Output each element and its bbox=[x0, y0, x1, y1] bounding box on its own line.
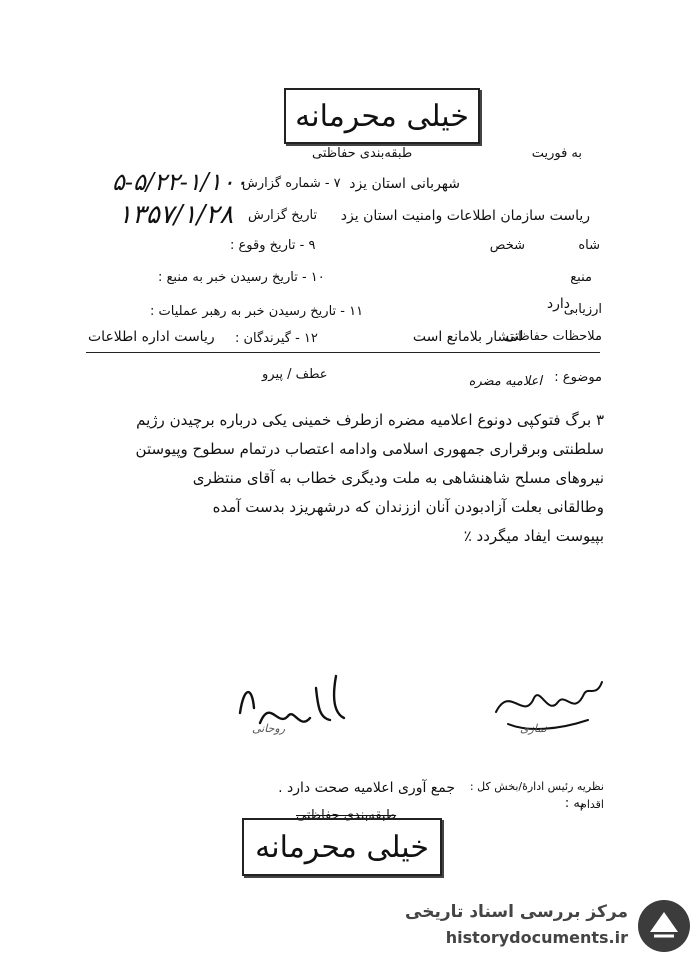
recipients-label: ۱۲ - گیرندگان : bbox=[235, 331, 318, 346]
security-value: انتشار بلامانع است bbox=[412, 329, 522, 345]
body-line: سلطنتی وبرقراری جمهوری اسلامی وادامه اعتصاب درتمام سطوح وپیوستن bbox=[135, 440, 604, 458]
evaluation-label: ارزیابی bbox=[563, 302, 602, 317]
recipients-value: ریاست اداره اطلاعات bbox=[88, 329, 215, 345]
watermark-title: مرکز بررسی اسناد تاریخی bbox=[405, 902, 628, 922]
stamp-bottom-caption: طبقه‌بندی حفاظتی bbox=[296, 808, 397, 823]
body-line: ۳ برگ فتوکپی دونوع اعلامیه مضره ازطرف خمینی یکی درباره برچیدن رژیم bbox=[136, 411, 604, 429]
urgency-label: به فوریت bbox=[531, 146, 582, 161]
ops-date-label: ۱۱ - تاریخ رسیدن خبر به رهبر عملیات : bbox=[150, 304, 364, 319]
stamp-top-text: خیلی محرمانه bbox=[295, 98, 469, 134]
header-divider bbox=[86, 352, 600, 353]
security-label: ملاحظات حفاظتی bbox=[504, 329, 602, 344]
report-date-value: ۱۳۵۷/۱/۲۸ bbox=[118, 200, 234, 230]
watermark bbox=[402, 898, 692, 958]
body-text bbox=[96, 406, 604, 551]
watermark-url: historydocuments.ir bbox=[445, 928, 628, 947]
report-date-label: تاریخ گزارش bbox=[248, 208, 318, 223]
signature-right-text: نمازی bbox=[520, 722, 547, 735]
signature-right bbox=[488, 672, 608, 742]
source-date-label: ۱۰ - تاریخ رسیدن خبر به منبع : bbox=[158, 270, 325, 285]
footer-to-label: به : bbox=[564, 796, 584, 811]
subject-left: شاه bbox=[578, 238, 600, 253]
archive-logo-icon bbox=[636, 898, 692, 954]
from-label: ریاست سازمان اطلاعات وامنیت استان یزد bbox=[340, 208, 590, 224]
signature-left-text: روحانی bbox=[252, 722, 286, 735]
ref-label: عطف / پیرو bbox=[262, 367, 328, 382]
topic-label: موضوع : bbox=[554, 370, 602, 385]
body-line: وطالقانی بعلت آزادبودن آنان اززندان که درشهریزد بدست آمده bbox=[212, 498, 604, 516]
topic-value: اعلامیه مضره bbox=[468, 374, 542, 389]
occurrence-label: ۹ - تاریخ وقوع : bbox=[230, 238, 316, 253]
opinion-value: جمع آوری اعلامیه صحت دارد . bbox=[278, 780, 455, 796]
body-line: نیروهای مسلح شاهنشاهی به ملت ودیگری خطاب به آقای منتظری bbox=[192, 469, 604, 487]
body-line: بپیوست ایفاد میگردد ٪ bbox=[463, 527, 604, 545]
report-no-value: ۵-۵/۲۲-۱/۱۰۰ bbox=[112, 168, 248, 196]
classification-label: طبقه‌بندی حفاظتی bbox=[312, 146, 413, 161]
signature-left bbox=[230, 668, 350, 748]
stamp-bottom-secret bbox=[242, 818, 442, 876]
subject-right: شخص bbox=[489, 238, 525, 253]
report-no-label: ۷ - شماره گزارش bbox=[242, 176, 341, 191]
to-label: شهربانی استان یزد bbox=[349, 176, 460, 192]
source-label: منبع bbox=[570, 270, 592, 285]
opinion-label: نظریه رئیس ادارهٔ/بخش کل : bbox=[469, 780, 604, 793]
stamp-bottom-text: خیلی محرمانه bbox=[255, 829, 429, 865]
stamp-top-secret bbox=[284, 88, 480, 144]
action-label: اقدام bbox=[580, 798, 604, 811]
evaluation-value: دارد bbox=[546, 296, 570, 312]
